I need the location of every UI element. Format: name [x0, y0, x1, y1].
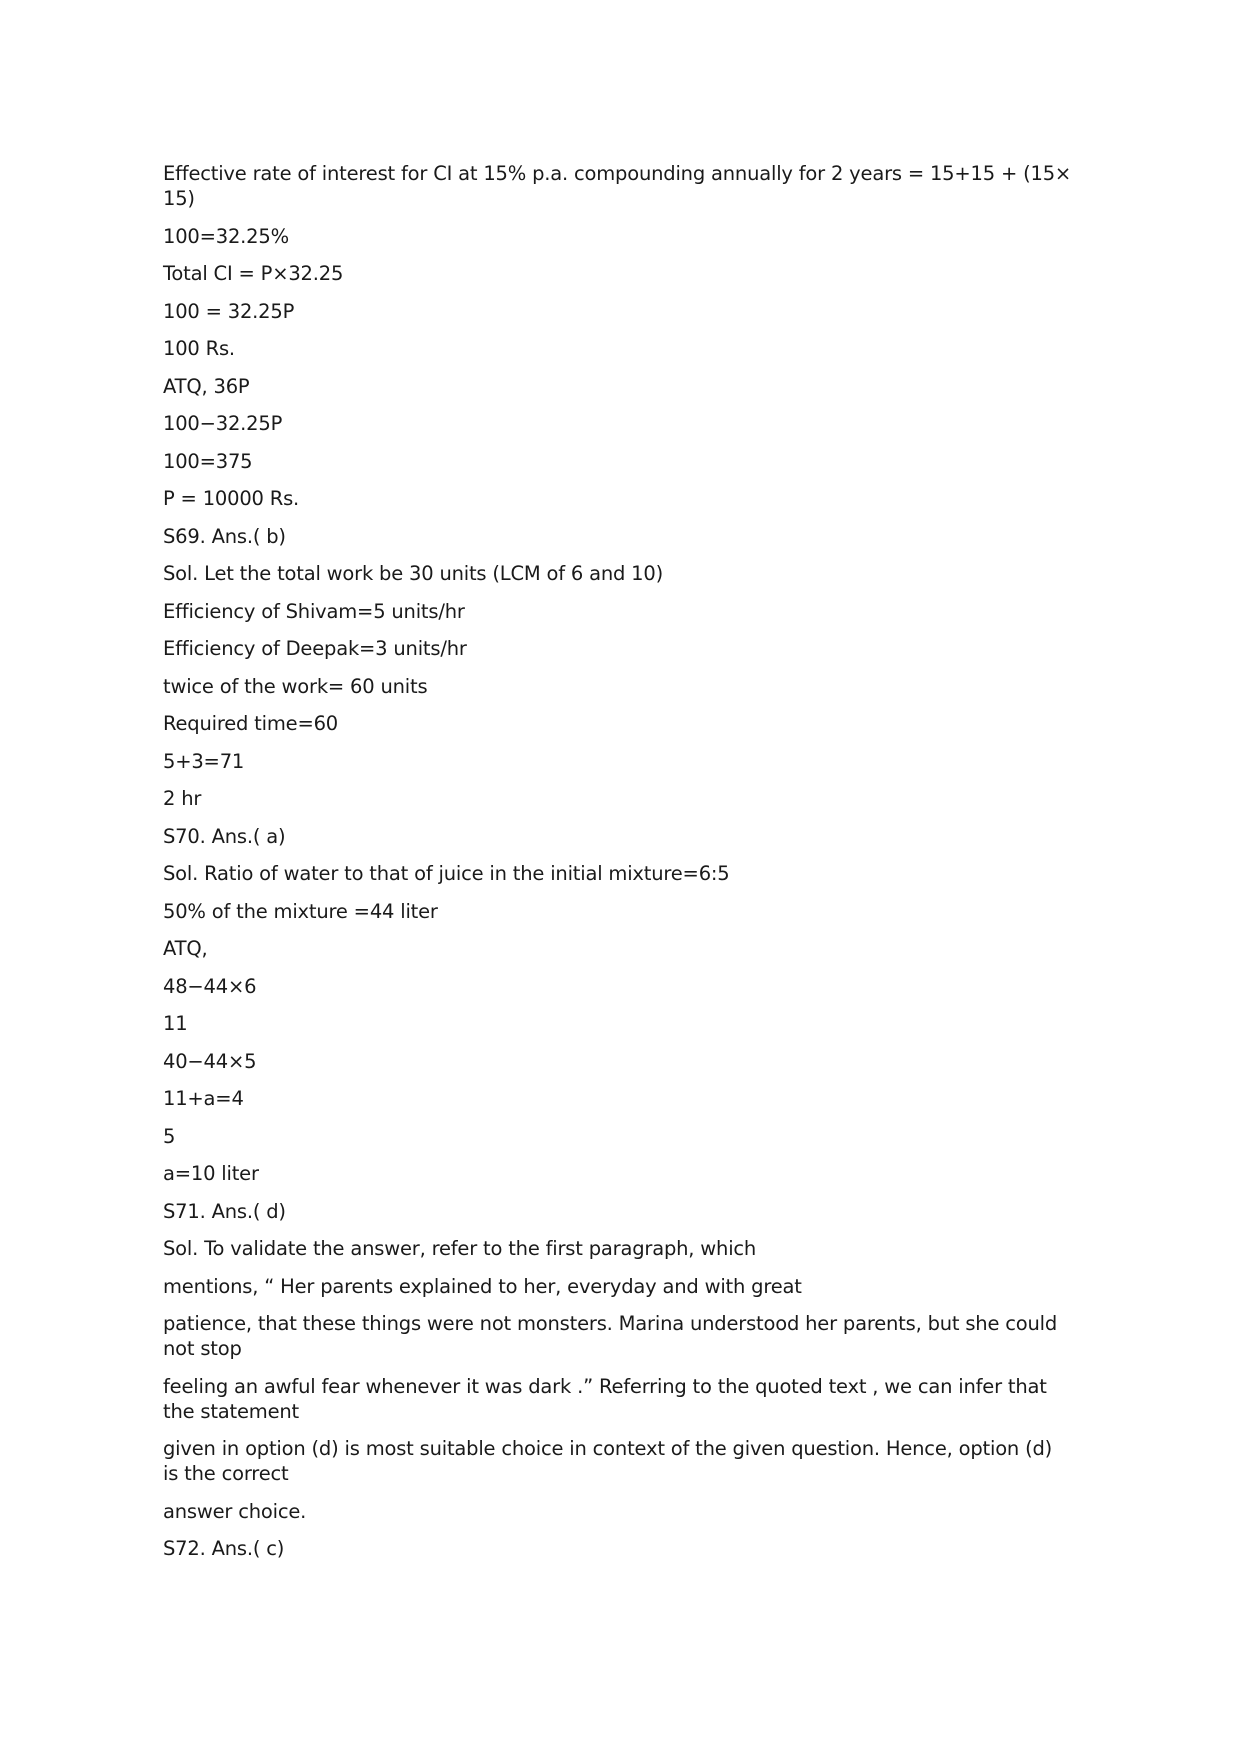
- text-line: 48−44×6: [163, 974, 257, 998]
- answer-heading-s71: S71. Ans.( d): [163, 1199, 286, 1223]
- text-line: 100 Rs.: [163, 337, 235, 360]
- text-line: 100=375: [163, 449, 253, 473]
- text-line: P = 10000 Rs.: [163, 487, 300, 510]
- text-line: Sol. Let the total work be 30 units (LCM of 6 and 10): [163, 562, 663, 585]
- text-line: Total CI = P×32.25: [163, 262, 344, 285]
- text-line: 5+3=71: [163, 749, 245, 773]
- text-line: answer choice.: [163, 1499, 307, 1523]
- text-line: 100−32.25P: [163, 412, 283, 435]
- answer-heading-s69: S69. Ans.( b): [163, 524, 286, 548]
- text-line: Efficiency of Deepak=3 units/hr: [163, 637, 467, 660]
- text-line: Required time=60: [163, 712, 338, 735]
- text-line: 50% of the mixture =44 liter: [163, 899, 438, 923]
- text-line: 40−44×5: [163, 1049, 257, 1073]
- answer-heading-s72: S72. Ans.( c): [163, 1537, 285, 1560]
- text-line: patience, that these things were not monsters. Marina understood her parents, but she could not stop: [163, 1312, 1064, 1360]
- text-line: 11: [163, 1012, 188, 1035]
- text-line: twice of the work= 60 units: [163, 674, 428, 698]
- text-line: ATQ,: [163, 937, 208, 960]
- text-line: Sol. To validate the answer, refer to the first paragraph, which: [163, 1237, 757, 1260]
- answer-heading-s70: S70. Ans.( a): [163, 824, 286, 848]
- text-line: given in option (d) is most suitable choice in context of the given question. Hence, option (d) is the correct: [163, 1437, 1059, 1485]
- solution-text: [163, 161, 1078, 1574]
- text-line: 5: [163, 1124, 176, 1148]
- text-line: 100=32.25%: [163, 224, 289, 248]
- text-line: Effective rate of interest for CI at 15% p.a. compounding annually for 2 years = 15+15 + (15× 15): [163, 162, 1078, 210]
- text-line: 11+a=4: [163, 1087, 244, 1110]
- text-line: Efficiency of Shivam=5 units/hr: [163, 599, 465, 623]
- text-line: Sol. Ratio of water to that of juice in the initial mixture=6:5: [163, 862, 730, 885]
- text-line: 100 = 32.25P: [163, 299, 295, 323]
- text-line: a=10 liter: [163, 1162, 259, 1185]
- text-line: ATQ, 36P: [163, 374, 250, 398]
- text-line: 2 hr: [163, 787, 202, 810]
- text-line: feeling an awful fear whenever it was dark .” Referring to the quoted text , we can infer that the statement: [163, 1374, 1053, 1423]
- text-line: mentions, “ Her parents explained to her, everyday and with great: [163, 1274, 802, 1298]
